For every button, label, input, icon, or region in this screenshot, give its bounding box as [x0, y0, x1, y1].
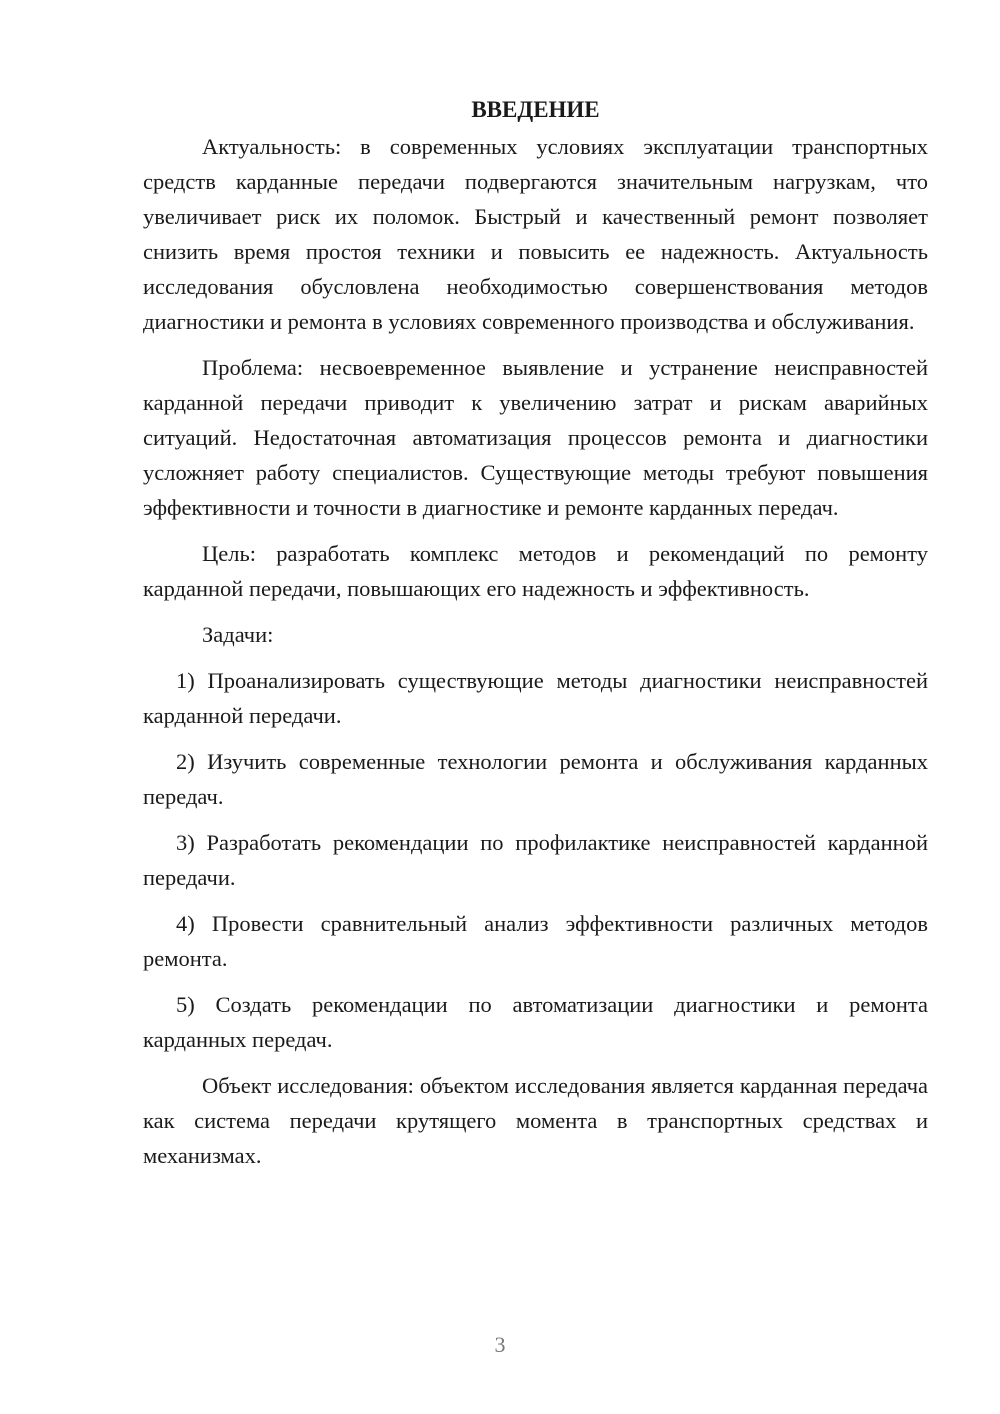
goal-paragraph: Цель: разработать комплекс методов и рекомендаций по ремонту карданной передачи, повышающих его надежность и эффективность. — [143, 541, 928, 601]
section-title: ВВЕДЕНИЕ — [471, 97, 600, 122]
task-item-3: 3) Разработать рекомендации по профилактике неисправностей карданной передачи. — [143, 830, 928, 890]
document-page — [143, 92, 928, 1184]
page-number: 3 — [494, 1332, 506, 1357]
task-item-4: 4) Провести сравнительный анализ эффективности различных методов ремонта. — [143, 911, 928, 971]
task-item-2: 2) Изучить современные технологии ремонта и обслуживания карданных передач. — [143, 749, 928, 809]
task-item-5: 5) Создать рекомендации по автоматизации диагностики и ремонта карданных передач. — [143, 992, 928, 1052]
object-paragraph: Объект исследования: объектом исследования является карданная передача как система передачи крутящего момента в транспортных средствах и механизмах. — [143, 1073, 928, 1168]
relevance-paragraph: Актуальность: в современных условиях эксплуатации транспортных средств карданные передачи подвергаются значительным нагрузкам, что увеличивает риск их поломок. Быстрый и качественный ремонт позволяет снизить время простоя техники и повысить ее надежность. Актуальность исследования обусловлена необходимостью совершенствования методов диагностики и ремонта в условиях современного производства и обслуживания. — [143, 134, 928, 334]
task-item-1: 1) Проанализировать существующие методы диагностики неисправностей карданной передачи. — [143, 668, 928, 728]
problem-paragraph: Проблема: несвоевременное выявление и устранение неисправностей карданной передачи приводит к увеличению затрат и рискам аварийных ситуаций. Недостаточная автоматизация процессов ремонта и диагностики усложняет работу специалистов. Существующие методы требуют повышения эффективности и точности в диагностике и ремонте карданных передач. — [143, 355, 928, 520]
tasks-label: Задачи: — [202, 622, 274, 647]
